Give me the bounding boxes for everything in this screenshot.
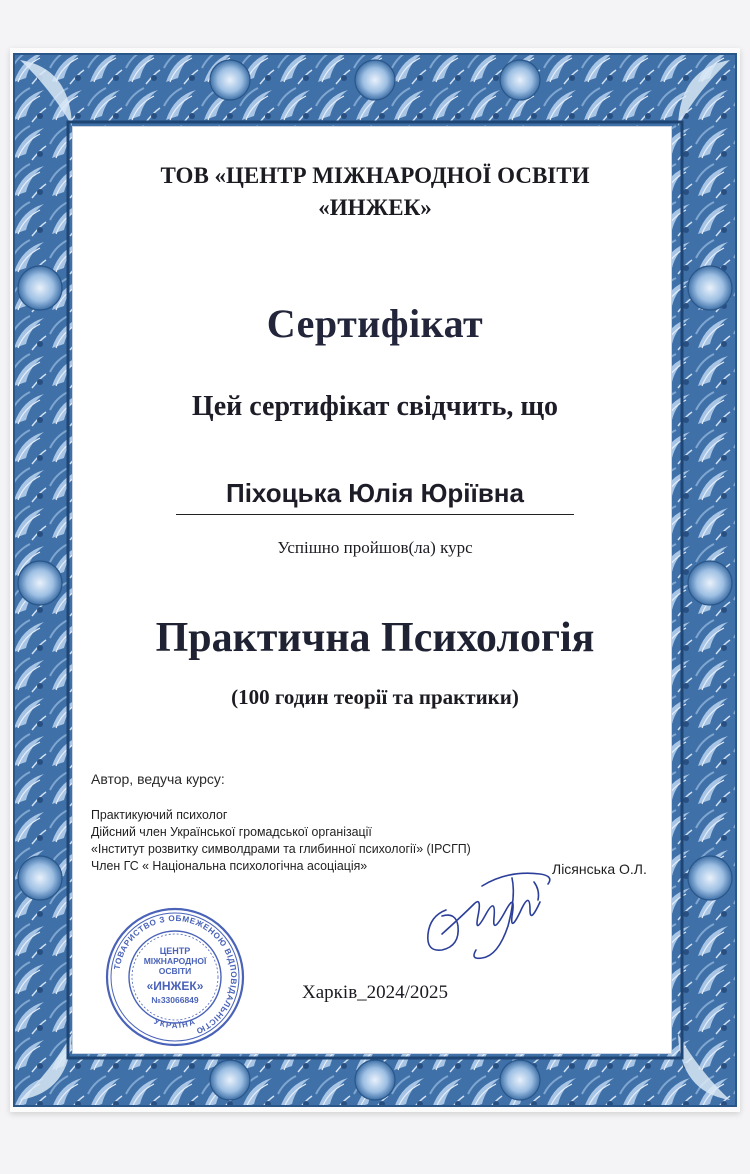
seal-country: УКРАЇНА: [152, 1016, 198, 1031]
seal-code: №33066849: [151, 995, 199, 1005]
recipient-name: Піхоцька Юлія Юріївна: [226, 478, 524, 508]
company-seal: [104, 906, 246, 1048]
testify-text: Цей сертифікат свідчить, що: [191, 391, 559, 422]
organization-line-1: ТОВ «ЦЕНТР МІЖНАРОДНОЇ ОСВІТИ: [160, 163, 590, 188]
city-year: Харків_2024/2025: [302, 982, 448, 1003]
seal-outer-text: ТОВАРИСТВО З ОБМЕЖЕНОЮ ВІДПОВІДАЛЬНІСТЮ: [112, 913, 239, 1036]
seal-inner-top: ЦЕНТР: [159, 946, 191, 956]
credential-line: Дійсний член Української громадської організації: [91, 824, 372, 839]
credential-line: Член ГС « Національна психологічна асоціація»: [91, 858, 368, 873]
signature-icon: [412, 856, 562, 966]
credential-line: «Інститут розвитку символдрами та глибинної психології» (ІРСГП): [91, 841, 471, 856]
seal-inner-line2: МІЖНАРОДНОЇ: [143, 956, 207, 966]
signer-name: Лісянська О.Л.: [552, 861, 647, 877]
seal-inner-line3: ОСВІТИ: [158, 966, 192, 976]
course-name: Практична Психологія: [155, 615, 595, 661]
credential-line: Практикуючий психолог: [91, 807, 228, 822]
organization-line-2: «ИНЖЕК»: [318, 195, 432, 220]
svg-text:УКРАЇНА: [153, 1017, 198, 1030]
author-label: Автор, ведуча курсу:: [91, 771, 225, 787]
seal-center-name: «ИНЖЕК»: [146, 979, 204, 993]
certificate-title: Сертифікат: [266, 301, 484, 346]
course-hours: (100 годин теорії та практики): [231, 685, 519, 709]
name-underline: [176, 514, 574, 515]
organization-name: [0, 160, 750, 224]
completed-text: Успішно пройшов(ла) курс: [277, 538, 473, 557]
